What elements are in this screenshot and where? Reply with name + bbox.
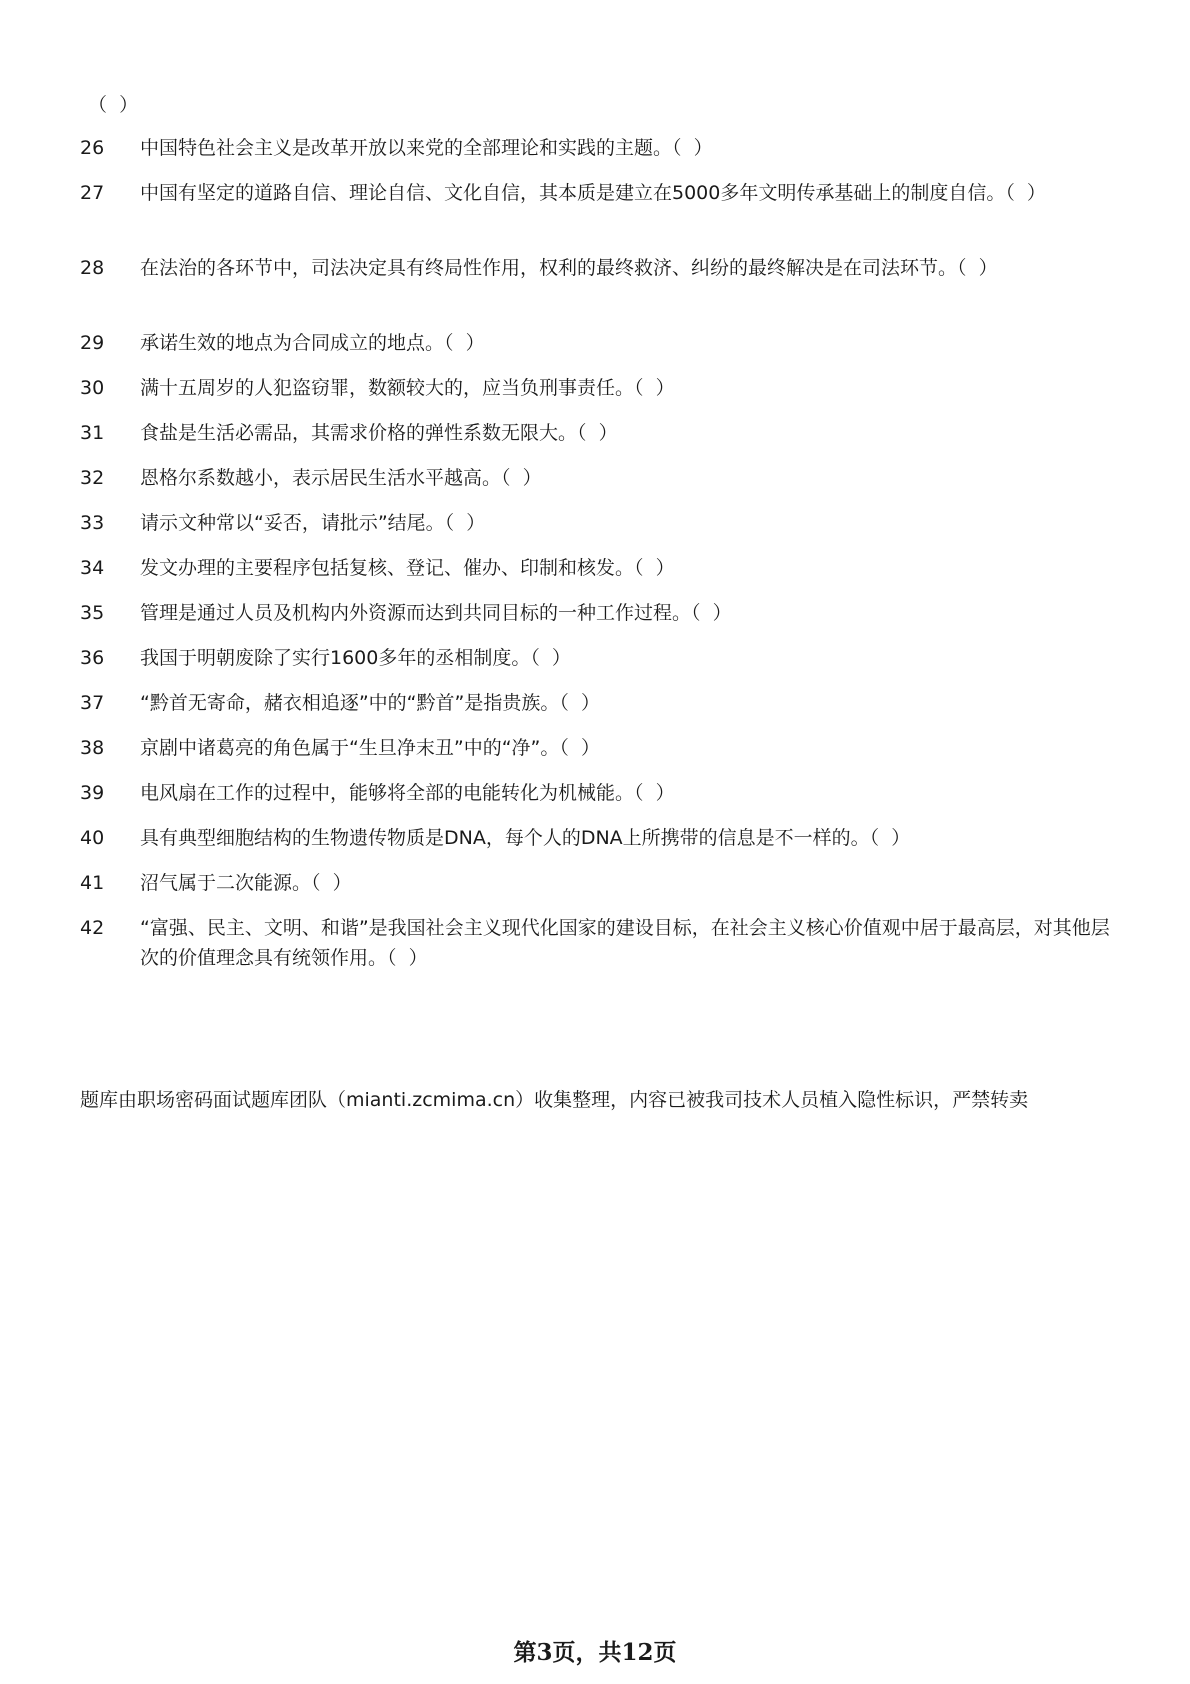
question-item — [80, 823, 1120, 853]
question-item — [80, 778, 1120, 808]
question-item — [80, 733, 1120, 763]
question-text: 具有典型细胞结构的生物遗传物质是DNA，每个人的DNA上所携带的信息是不一样的。（ ） — [140, 827, 911, 849]
question-item — [80, 328, 1120, 358]
question-text: 恩格尔系数越小，表示居民生活水平越高。（ ） — [140, 467, 542, 489]
question-text: 电风扇在工作的过程中，能够将全部的电能转化为机械能。（ ） — [140, 782, 675, 804]
question-number: 39 — [80, 782, 105, 804]
question-number: 29 — [80, 332, 105, 354]
question-item — [80, 553, 1120, 583]
question-number: 30 — [80, 377, 105, 399]
question-text: 中国有坚定的道路自信、理论自信、文化自信，其本质是建立在5000多年文明传承基础上的制度自信。（ ） — [140, 182, 1046, 204]
footer-note: 题库由职场密码面试题库团队（mianti.zcmima.cn）收集整理，内容已被我司技术人员植入隐性标识，严禁转卖 — [80, 1089, 1029, 1111]
question-text: 食盐是生活必需品，其需求价格的弹性系数无限大。（ ） — [140, 422, 618, 444]
question-text: 发文办理的主要程序包括复核、登记、催办、印制和核发。（ ） — [140, 557, 675, 579]
question-item — [80, 373, 1120, 403]
question-number: 42 — [80, 917, 105, 939]
question-number: 33 — [80, 512, 105, 534]
question-text: 在法治的各环节中，司法决定具有终局性作用，权利的最终救济、纠纷的最终解决是在司法环节。（ ） — [140, 257, 998, 279]
question-text: “黔首无寄命，赭衣相追逐”中的“黔首”是指贵族。（ ） — [140, 692, 600, 714]
answer-paren: （ ） — [88, 94, 139, 116]
question-text: 请示文种常以“妥否，请批示”结尾。（ ） — [140, 512, 486, 534]
question-item — [80, 688, 1120, 718]
question-item — [80, 643, 1120, 673]
question-text: 中国特色社会主义是改革开放以来党的全部理论和实践的主题。（ ） — [140, 137, 713, 159]
question-number: 38 — [80, 737, 105, 759]
question-text: 京剧中诸葛亮的角色属于“生旦净末丑”中的“净”。（ ） — [140, 737, 600, 759]
question-number: 31 — [80, 422, 105, 444]
question-item — [80, 178, 1120, 208]
question-item — [80, 463, 1120, 493]
question-text: 管理是通过人员及机构内外资源而达到共同目标的一种工作过程。（ ） — [140, 602, 732, 624]
question-item — [80, 598, 1120, 628]
question-number: 35 — [80, 602, 105, 624]
question-number: 40 — [80, 827, 105, 849]
question-number: 27 — [80, 182, 105, 204]
question-item — [80, 133, 1120, 163]
question-text: 满十五周岁的人犯盗窃罪，数额较大的，应当负刑事责任。（ ） — [140, 377, 675, 399]
question-item — [80, 913, 1120, 973]
question-text: 我国于明朝废除了实行1600多年的丞相制度。（ ） — [140, 647, 571, 669]
question-number: 41 — [80, 872, 105, 894]
question-item — [80, 868, 1120, 898]
question-text: “富强、民主、文明、和谐”是我国社会主义现代化国家的建设目标，在社会主义核心价值观中居于最高层，对其他层次的价值理念具有统领作用。（ ） — [140, 917, 1110, 969]
question-number: 26 — [80, 137, 105, 159]
question-number: 36 — [80, 647, 105, 669]
question-text: 沼气属于二次能源。（ ） — [140, 872, 352, 894]
page-number: 第3页，共12页 — [513, 1639, 677, 1666]
question-number: 34 — [80, 557, 105, 579]
question-number: 32 — [80, 467, 105, 489]
question-number: 37 — [80, 692, 105, 714]
question-item — [80, 508, 1120, 538]
question-item — [80, 253, 1120, 283]
question-item — [80, 418, 1120, 448]
question-number: 28 — [80, 257, 105, 279]
question-text: 承诺生效的地点为合同成立的地点。（ ） — [140, 332, 485, 354]
